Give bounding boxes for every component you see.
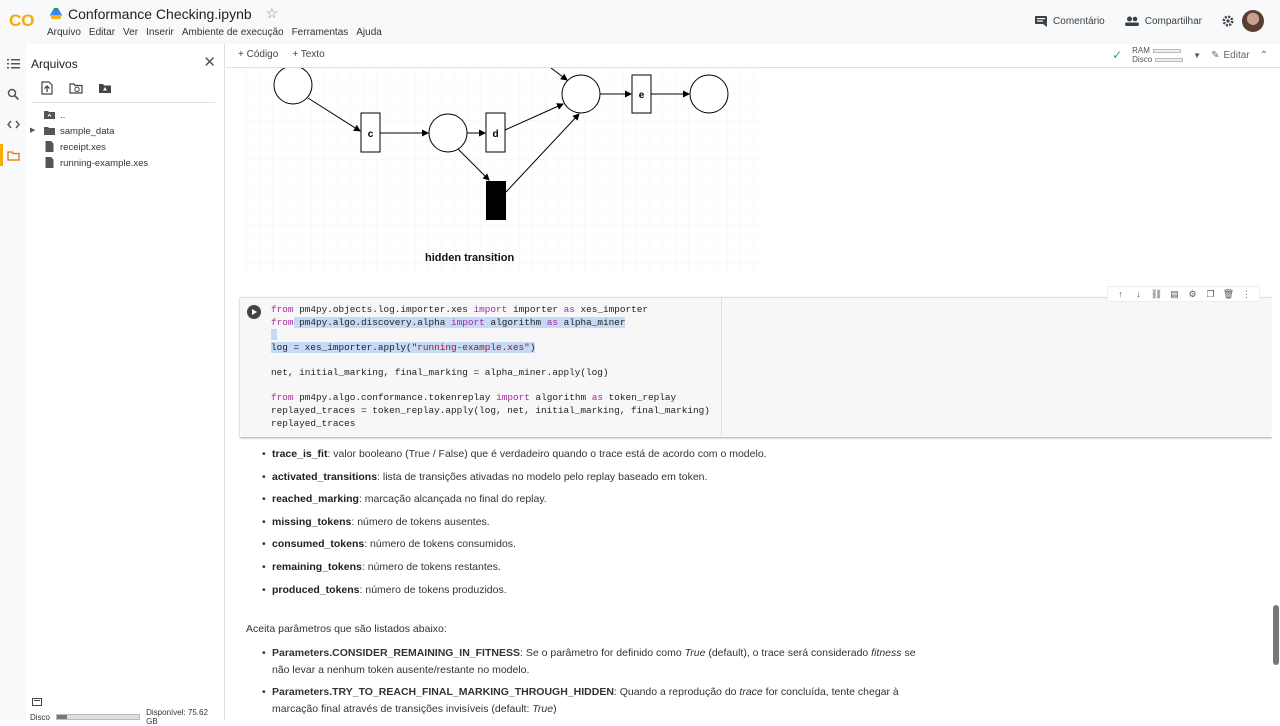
delete-icon[interactable]: 🗑 (1222, 288, 1235, 299)
tree-item-parent[interactable] (26, 107, 225, 123)
list-item (262, 448, 922, 471)
bullet: • (262, 583, 266, 596)
menu-ambiente[interactable]: Ambiente de execução (181, 27, 284, 38)
menu-arquivo[interactable]: Arquivo (47, 27, 81, 38)
place-1 (274, 68, 312, 104)
menu-inserir[interactable]: Inserir (146, 27, 174, 38)
code-token: replayed_traces (271, 417, 356, 429)
search-icon[interactable] (7, 88, 20, 101)
code-line (271, 304, 722, 317)
list-item-desc: : número de tokens produzidos. (359, 583, 507, 596)
upload-icon[interactable] (40, 81, 54, 95)
list-item (262, 493, 922, 516)
star-icon[interactable]: ☆ (265, 5, 279, 21)
bullet: • (262, 448, 266, 460)
code-token: alpha_miner (557, 316, 626, 328)
code-keyword: import (473, 304, 508, 315)
tree-item-sample-data[interactable] (26, 123, 225, 139)
bullet: • (262, 470, 266, 483)
code-keyword: as (563, 304, 575, 315)
share-button[interactable] (1125, 16, 1202, 27)
code-token: xes_importer (574, 304, 648, 315)
petri-net-diagram (246, 68, 760, 276)
list-item-desc: : marcação alcançada no final do replay. (358, 493, 547, 506)
param-term: Parameters.TRY_TO_REACH_FINAL_MARKING_THROUGH_HIDDEN (272, 686, 614, 698)
refresh-folder-icon[interactable] (69, 81, 83, 95)
divider (32, 102, 215, 103)
edit-label: Editar (1223, 49, 1250, 61)
code-keyword: from (271, 316, 294, 328)
list-item (262, 583, 922, 607)
code-token: token_replay (602, 392, 677, 404)
code-cell[interactable] (240, 288, 1272, 437)
active-indicator (0, 144, 3, 166)
pencil-icon: ✎ (1211, 49, 1220, 61)
mount-drive-icon[interactable] (98, 81, 112, 95)
menu-ferramentas[interactable]: Ferramentas (291, 27, 349, 38)
code-string: "running-example.xes" (411, 341, 530, 353)
list-item-desc: : número de tokens restantes. (361, 560, 501, 573)
param-desc: (default), o trace será considerado (705, 647, 872, 659)
settings-icon[interactable]: ⚙ (1188, 288, 1197, 299)
list-item-term: missing_tokens (272, 515, 352, 528)
list-item-desc: : número de tokens consumidos. (364, 538, 516, 551)
param-emphasis: trace (739, 686, 763, 698)
folder-icon (44, 125, 55, 136)
param-desc: : Se o parâmetro for definido como (520, 647, 685, 659)
list-item-desc: : lista de transições ativadas no modelo pelo replay baseado em token. (377, 470, 708, 483)
bullet: • (262, 647, 266, 659)
close-icon[interactable]: ✕ (203, 54, 216, 71)
notebook-title[interactable]: Conformance Checking.ipynb (68, 5, 252, 22)
bullet: • (262, 560, 266, 573)
list-item-term: consumed_tokens (272, 538, 365, 551)
code-keyword: import (496, 392, 530, 404)
ram-label: RAM (1132, 46, 1150, 55)
divider (721, 298, 722, 438)
avatar[interactable] (1242, 10, 1264, 32)
tree-item-label: running-example.xes (60, 157, 149, 169)
transition-d-label: d (492, 129, 499, 140)
list-item (262, 470, 922, 494)
comment-button[interactable] (1035, 16, 1105, 27)
code-line (271, 418, 722, 431)
run-cell-button[interactable] (247, 305, 261, 319)
code-token: algorithm (484, 316, 547, 328)
colab-logo[interactable] (9, 10, 39, 30)
sidebar-title: Arquivos (31, 57, 78, 71)
edit-button[interactable] (1211, 50, 1250, 61)
code-token: pm4py.algo.discovery.alpha (293, 316, 452, 328)
param-emphasis: True (532, 703, 554, 715)
list-item-desc: : número de tokens ausentes. (351, 515, 490, 528)
place-4 (690, 75, 728, 113)
code-snippets-icon[interactable] (7, 118, 20, 131)
code-token: pm4py.objects.log.importer.xes (293, 304, 474, 315)
list-item (262, 560, 922, 584)
place-2 (429, 114, 467, 152)
folder-icon[interactable] (7, 149, 20, 162)
notebook-toolbar (226, 44, 1280, 68)
param-desc: se não levar a nenhum token ausente/restante no modelo. (272, 647, 916, 676)
transition-c-label: c (367, 129, 374, 140)
list-item-term: reached_marking (272, 493, 359, 506)
logo-text: CO (9, 11, 35, 30)
param-term: Parameters.CONSIDER_REMAINING_IN_FITNESS (272, 647, 520, 659)
cell-toolbar (1107, 286, 1260, 302)
disk-label: Disco (1132, 55, 1153, 64)
more-options-icon[interactable]: ⋮ (1242, 288, 1251, 299)
disk-progress-bar (56, 714, 140, 720)
menu-editar[interactable]: Editar (88, 27, 116, 38)
list-item-term: activated_transitions (272, 470, 378, 483)
comment-icon (1035, 16, 1047, 27)
disk-progress-fill (57, 715, 67, 719)
drive-icon[interactable] (50, 8, 62, 19)
mirror-cell-icon[interactable]: ❐ (1206, 288, 1215, 299)
link-icon[interactable]: ⛓ (1150, 288, 1163, 299)
tree-item-label: receipt.xes (60, 141, 106, 153)
transition-e-label: e (638, 90, 645, 101)
bullet: • (262, 538, 266, 551)
code-line (271, 367, 722, 380)
connected-check-icon[interactable]: ✓ (1112, 48, 1123, 62)
code-token: replayed_traces = token_replay.apply(log, net, initial_marking, final_marking) (271, 405, 710, 417)
share-label: Compartilhar (1144, 15, 1202, 27)
param-desc: ) (553, 703, 557, 715)
tree-item-label: .. (60, 109, 66, 121)
comment-icon[interactable]: ▤ (1170, 288, 1179, 299)
toc-icon[interactable] (7, 57, 20, 70)
param-emphasis: fitness (871, 647, 902, 659)
code-keyword: as (591, 392, 603, 404)
file-icon (44, 157, 55, 168)
scrollbar[interactable] (1273, 605, 1279, 665)
bullet: • (262, 515, 266, 528)
caret-right-icon[interactable]: ▶ (30, 127, 36, 134)
list-item-desc: : valor booleano (True / False) que é verdadeiro quando o trace está de acordo com o modelo. (327, 448, 767, 460)
code-token: importer (507, 304, 564, 315)
tree-item-label: sample_data (60, 125, 115, 137)
params-intro: Aceita parâmetros que são listados abaixo: (246, 623, 447, 635)
code-keyword: import (451, 316, 485, 328)
disk-label: Disco (30, 712, 51, 722)
tree-item-receipt[interactable] (26, 139, 225, 155)
files-sidebar (26, 44, 225, 726)
bullet: • (262, 686, 266, 698)
menu-bar (47, 27, 382, 38)
hidden-transition (486, 181, 506, 220)
ram-bar (1153, 49, 1181, 53)
menu-ver[interactable]: Ver (123, 27, 139, 38)
add-code-button[interactable]: + Código (238, 49, 279, 60)
file-icon (44, 141, 55, 152)
move-up-icon[interactable]: ↑ (1118, 289, 1123, 299)
diagram-caption: hidden transition (425, 252, 515, 264)
notebook-content (226, 68, 1272, 720)
code-text[interactable] (267, 298, 722, 430)
code-line (271, 405, 722, 418)
code-keyword: from (271, 392, 294, 404)
code-line (271, 392, 722, 405)
text-cell-outputs (262, 448, 922, 606)
add-text-button[interactable]: + Texto (292, 49, 325, 60)
param-item (262, 645, 932, 679)
list-item (262, 515, 922, 539)
code-editor[interactable] (267, 298, 722, 438)
param-item (262, 684, 932, 718)
terminal-icon[interactable] (32, 698, 42, 706)
folder-up-icon (44, 109, 55, 120)
code-line (271, 380, 722, 393)
code-token: net, initial_marking, final_marking = alpha_miner.apply(log) (271, 367, 609, 379)
file-tree (26, 107, 225, 171)
menu-ajuda[interactable]: Ajuda (356, 27, 382, 38)
top-bar (0, 0, 1280, 44)
gear-icon[interactable] (1222, 15, 1234, 27)
comment-label: Comentário (1053, 15, 1105, 27)
code-token (271, 329, 277, 340)
list-item-term: produced_tokens (272, 583, 360, 596)
code-line (271, 317, 722, 330)
code-token: algorithm (529, 392, 592, 404)
code-token: pm4py.algo.conformance.tokenreplay (293, 392, 497, 404)
param-desc: : Quando a reprodução do (613, 686, 740, 698)
code-line (271, 355, 722, 368)
left-rail (0, 44, 26, 720)
code-line (271, 329, 722, 342)
resources-indicator[interactable] (1132, 46, 1183, 64)
disk-usage (30, 708, 220, 726)
list-item-term: trace_is_fit (272, 448, 328, 460)
code-token: log = xes_importer.apply( (271, 341, 412, 353)
disk-available: Disponível: 75.62 GB (146, 708, 208, 726)
text-cell-params (262, 645, 932, 720)
param-emphasis: True (684, 647, 706, 659)
chevron-up-icon[interactable]: ⌃ (1259, 49, 1268, 61)
list-item-term: remaining_tokens (272, 560, 362, 573)
people-icon (1125, 16, 1139, 26)
disk-bar (1155, 58, 1183, 62)
tree-item-running-example[interactable] (26, 155, 225, 171)
param-desc: for concluída, tente chegar à marcação final através de transições invisíveis (default: (272, 686, 899, 715)
list-item (262, 538, 922, 561)
bullet: • (262, 493, 266, 506)
place-3 (562, 75, 600, 113)
code-keyword: from (271, 304, 294, 315)
code-line (271, 342, 722, 355)
chevron-down-icon[interactable]: ▼ (1193, 50, 1202, 60)
code-keyword: as (546, 316, 558, 328)
move-down-icon[interactable]: ↓ (1136, 289, 1141, 299)
code-token: ) (529, 341, 536, 353)
